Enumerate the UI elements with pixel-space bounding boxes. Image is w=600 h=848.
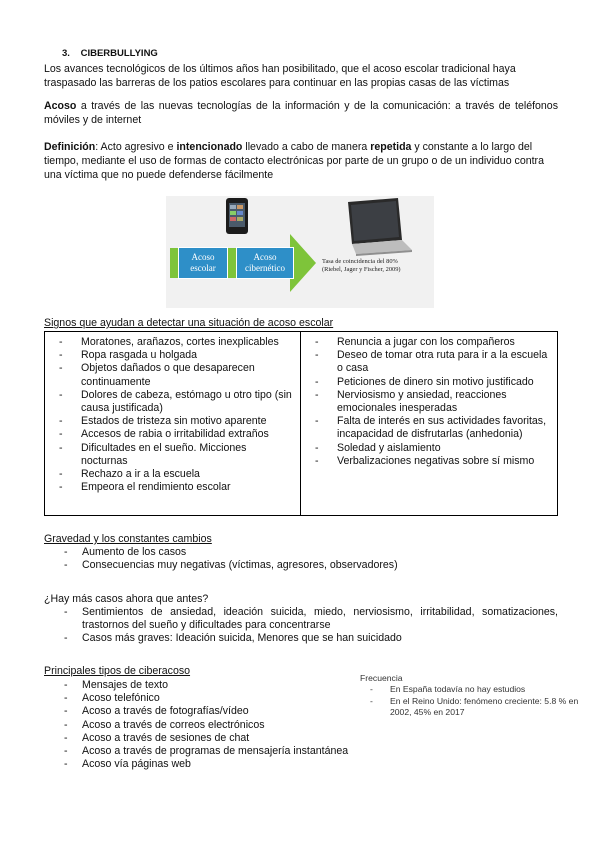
signos-right-item: - Deseo de tomar otra ruta para ir a la escuela o casa [301,349,555,375]
frecuencia-item: - En el Reino Unido: fenómeno creciente: 5.8 % en 2002, 45% en 2017 [360,696,580,719]
signos-table [44,331,558,516]
definicion-text-1: : Acto agresivo e [95,141,177,153]
frecuencia-note [360,672,580,719]
ciberacoso-figure [166,196,434,308]
tipos-title: Principales tipos de ciberacoso [44,665,191,677]
definicion-text-3: y constante a lo largo del tiempo, mediante el uso de formas de contacto electrónicas por parte de un grupo o de un individuo contra una víctima que no puede defenderse fácilmente [44,141,544,181]
gravedad-list [62,546,562,572]
definicion-paragraph [44,140,558,182]
signos-left-item: - Empeora el rendimiento escolar [45,481,295,494]
signos-right-column [301,336,555,468]
signos-right-item: - Nerviosismo y ansiedad, reacciones emocionales inesperadas [301,389,555,415]
hay-mas-list [62,606,558,646]
box2-line2: cibernético [245,263,285,273]
tipos-items [62,679,362,771]
tipos-item: - Acoso telefónico [62,692,362,705]
tipos-item: - Mensajes de texto [62,679,362,692]
box2-line1: Acoso [253,252,277,262]
signos-title: Signos que ayudan a detectar una situación de acoso escolar [44,317,334,329]
signos-left-item: - Dificultades en el sueño. Micciones nocturnas [45,442,295,468]
tipos-item: - Acoso vía páginas web [62,758,362,771]
gravedad-item: - Aumento de los casos [62,546,562,559]
signos-right-item: - Peticiones de dinero sin motivo justificado [301,376,555,389]
acoso-text: a través de las nuevas tecnologías de la información y de la comunicación: a través de teléfonos móviles y de internet [44,100,558,126]
signos-right-items [301,336,555,468]
box-acoso-escolar [178,247,228,279]
laptop-icon [348,198,412,256]
hay-mas-title: ¿Hay más casos ahora que antes? [44,593,209,605]
tipos-item: - Acoso a través de correos electrónicos [62,719,362,732]
figure-caption [322,258,432,274]
signos-left-item: - Dolores de cabeza, estómago u otro tipo (sin causa justificada) [45,389,295,415]
frecuencia-title: Frecuencia [360,673,403,683]
intro-paragraph: Los avances tecnológicos de los últimos años han posibilitado, que el acoso escolar tradicional haya traspasado las barreras de los patios escolares para continuar en las propias casas de las víctimas [44,63,516,89]
box1-line2: escolar [190,263,216,273]
caption-line1: Tasa de coincidencia del 80% [322,258,398,265]
phone-icon [226,198,248,234]
hay-mas-item: - Casos más graves: Ideación suicida, Menores que se han suicidado [62,632,558,645]
caption-line2: (Riebel, Jager y Fischer, 2009) [322,266,401,273]
signos-right-item: - Falta de interés en sus actividades favoritas, incapacidad de disfrutarlas (anhedonia) [301,415,555,441]
gravedad-item: - Consecuencias muy negativas (víctimas, agresores, observadores) [62,559,562,572]
signos-left-item: - Ropa rasgada u holgada [45,349,295,362]
definicion-term: Definición [44,141,96,153]
hay-mas-item: - Sentimientos de ansiedad, ideación suicida, miedo, nerviosismo, irritabilidad, somatizaciones, trastornos del sueño y dificultades para concentrarse [62,606,558,632]
gravedad-items [62,546,562,572]
signos-left-column [45,336,295,494]
frecuencia-item: - En España todavía no hay estudios [360,684,580,696]
section-number: 3. [62,48,70,59]
signos-left-item: - Rechazo a ir a la escuela [45,468,295,481]
signos-right-item: - Verbalizaciones negativas sobre sí mismo [301,455,555,468]
tipos-item: - Acoso a través de programas de mensajería instantánea [62,745,362,758]
acoso-term: Acoso [44,100,77,112]
definicion-text-2: llevado a cabo de manera [242,141,371,153]
frecuencia-items [360,684,580,719]
hay-mas-items [62,606,558,646]
tipos-item: - Acoso a través de fotografías/vídeo [62,705,362,718]
signos-left-items [45,336,295,494]
signos-right-item: - Renuncia a jugar con los compañeros [301,336,555,349]
signos-left-item: - Objetos dañados o que desaparecen continuamente [45,362,295,388]
gravedad-title: Gravedad y los constantes cambios [44,533,212,545]
section-title: CIBERBULLYING [80,48,158,59]
box-acoso-cibernetico [236,247,294,279]
section-heading [62,48,158,59]
definicion-bold-repetida: repetida [370,141,412,153]
signos-left-item: - Estados de tristeza sin motivo aparente [45,415,295,428]
acoso-paragraph [44,99,558,127]
signos-right-item: - Soledad y aislamiento [301,442,555,455]
box1-line1: Acoso [191,252,215,262]
tipos-list [62,679,362,771]
definicion-bold-intencionado: intencionado [176,141,243,153]
signos-left-item: - Accesos de rabia o irritabilidad extraños [45,428,295,441]
tipos-item: - Acoso a través de sesiones de chat [62,732,362,745]
signos-left-item: - Moratones, arañazos, cortes inexplicables [45,336,295,349]
